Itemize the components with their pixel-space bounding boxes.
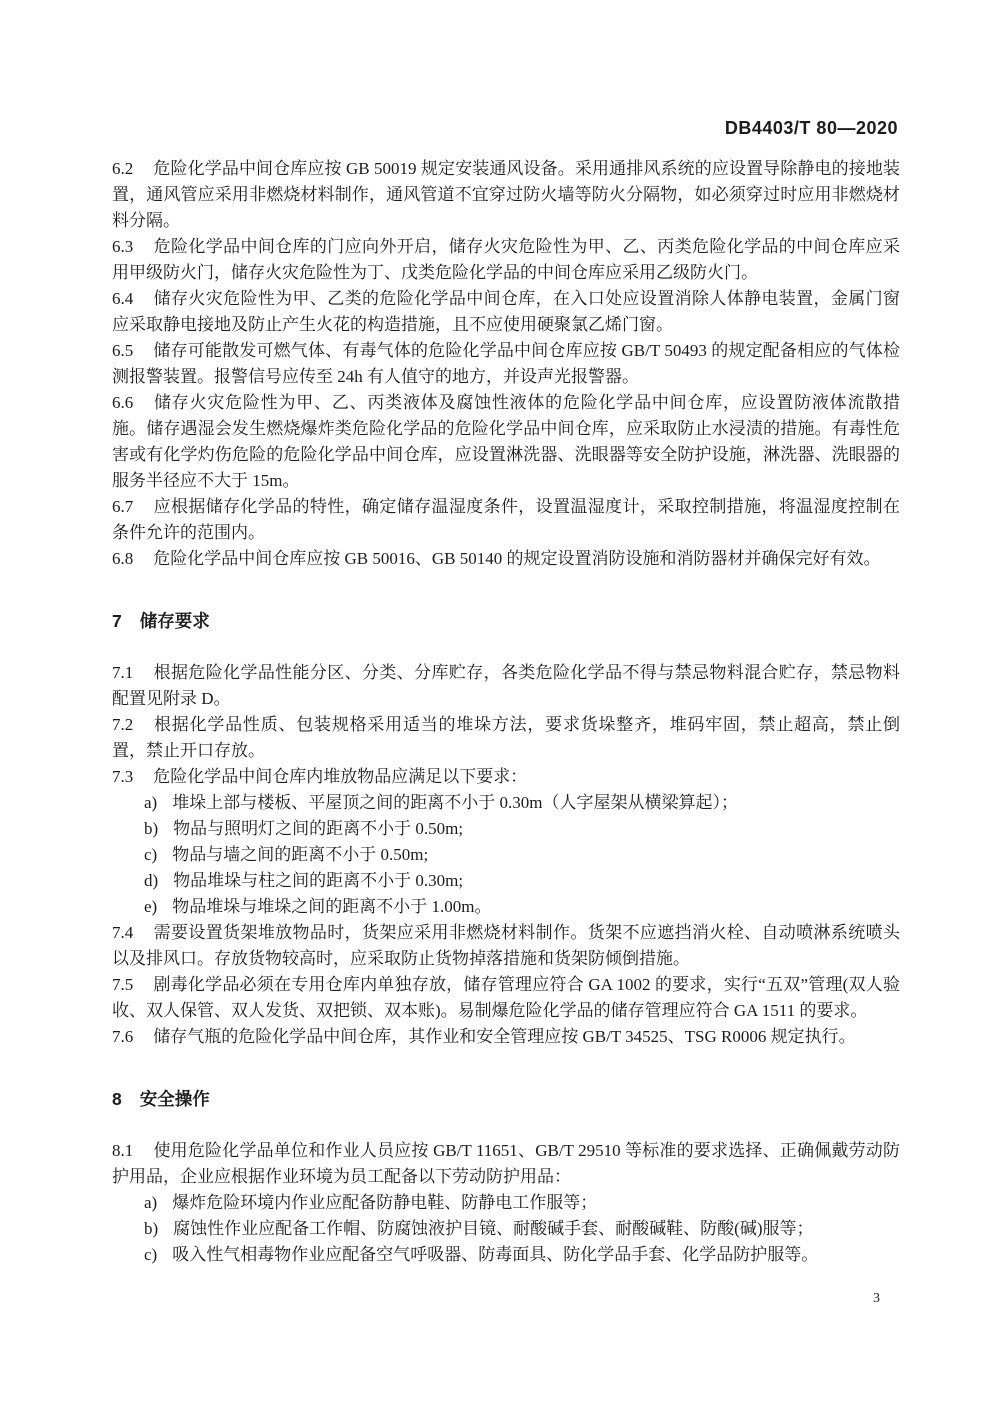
list-item-marker: d)	[144, 871, 159, 890]
clause-text: 储存火灾危险性为甲、乙类的危险化学品中间仓库，在入口处应设置消除人体静电装置，金属门窗应采取静电接地及防止产生火花的构造措施，且不应使用硬聚氯乙烯门窗。	[112, 289, 900, 334]
clause-number: 6.7	[112, 497, 134, 516]
clause-8-1	[112, 1138, 900, 1190]
clause-7-4	[112, 920, 900, 972]
clause-6-2	[112, 156, 900, 234]
list-item-text: 堆垛上部与楼板、平屋顶之间的距离不小于 0.30m（人字屋架从横梁算起）；	[172, 793, 738, 812]
clause-7-3	[112, 764, 900, 790]
list-item-marker: e)	[144, 897, 158, 916]
clause-6-3	[112, 234, 900, 286]
clause-number: 6.3	[112, 237, 134, 256]
clause-text: 需要设置货架堆放物品时，货架应采用非燃烧材料制作。货架不应遮挡消火栓、自动喷淋系统喷头以及排风口。存放货物较高时，应采取防止货物掉落措施和货架防倾倒措施。	[112, 923, 900, 968]
section-number: 8	[112, 1089, 122, 1109]
clause-6-5	[112, 338, 900, 390]
list-item-7-3-a	[112, 790, 900, 816]
list-item-8-1-c	[112, 1242, 900, 1268]
list-item-marker: b)	[144, 1219, 159, 1238]
clause-6-7	[112, 494, 900, 546]
clause-text: 根据化学品性质、包装规格采用适当的堆垛方法，要求货垛整齐，堆码牢固，禁止超高，禁止倒置，禁止开口存放。	[112, 715, 900, 760]
clause-number: 7.4	[112, 923, 134, 942]
list-item-8-1-a	[112, 1190, 900, 1216]
section-number: 7	[112, 611, 122, 631]
clause-text: 根据危险化学品性能分区、分类、分库贮存，各类危险化学品不得与禁忌物料混合贮存，禁忌物料配置见附录 D。	[112, 663, 900, 708]
list-item-marker: c)	[144, 1245, 158, 1264]
clause-number: 6.6	[112, 393, 134, 412]
clause-number: 6.5	[112, 341, 134, 360]
clause-text: 危险化学品中间仓库内堆放物品应满足以下要求：	[153, 767, 528, 786]
list-item-marker: a)	[144, 1193, 158, 1212]
clause-number: 7.2	[112, 715, 134, 734]
clause-number: 6.8	[112, 549, 134, 568]
clause-text: 应根据储存化学品的特性，确定储存温湿度条件，设置温湿度计，采取控制措施，将温湿度控制在条件允许的范围内。	[112, 497, 900, 542]
clause-text: 危险化学品中间仓库应按 GB 50019 规定安装通风设备。采用通排风系统的应设置导除静电的接地装置，通风管应采用非燃烧材料制作，通风管道不宜穿过防火墙等防火分隔物，如必须穿过时应用非燃烧材料分隔。	[112, 159, 900, 230]
list-item-text: 腐蚀性作业应配备工作帽、防腐蚀液护目镜、耐酸碱手套、耐酸碱鞋、防酸(碱)服等；	[173, 1219, 814, 1238]
list-item-text: 物品与墙之间的距离不小于 0.50m;	[172, 845, 429, 864]
clause-text: 剧毒化学品必须在专用仓库内单独存放，储存管理应符合 GA 1002 的要求，实行“五双”管理(双人验收、双人保管、双人发货、双把锁、双本账)。易制爆危险化学品的储存管理应符合 GA 1511 的要求。	[112, 975, 900, 1020]
clause-number: 7.1	[112, 663, 134, 682]
clause-number: 8.1	[112, 1141, 134, 1160]
clause-number: 6.4	[112, 289, 134, 308]
clause-number: 7.6	[112, 1027, 134, 1046]
clause-7-5	[112, 972, 900, 1024]
list-item-marker: a)	[144, 793, 158, 812]
page-number: 3	[873, 1291, 880, 1306]
clause-number: 7.5	[112, 975, 134, 994]
clause-7-6	[112, 1024, 900, 1050]
clause-6-6	[112, 390, 900, 494]
list-item-text: 爆炸危险环境内作业应配备防静电鞋、防静电工作服等；	[172, 1193, 598, 1212]
section-heading-7	[112, 608, 900, 634]
clause-number: 7.3	[112, 767, 134, 786]
list-item-7-3-b	[112, 816, 900, 842]
clause-text: 储存可能散发可燃气体、有毒气体的危险化学品中间仓库应按 GB/T 50493 的规定配备相应的气体检测报警装置。报警信号应传至 24h 有人值守的地方，并设声光报警器。	[112, 341, 900, 386]
list-item-text: 物品堆垛与柱之间的距离不小于 0.30m;	[173, 871, 464, 890]
list-item-text: 吸入性气相毒物作业应配备空气呼吸器、防毒面具、防化学品手套、化学品防护服等。	[172, 1245, 819, 1264]
section-title: 安全操作	[139, 1089, 210, 1109]
clause-text: 储存火灾危险性为甲、乙、丙类液体及腐蚀性液体的危险化学品中间仓库，应设置防液体流散措施。储存遇湿会发生燃烧爆炸类危险化学品的危险化学品中间仓库，应采取防止水浸渍的措施。有毒性危害或有化学灼伤危险的危险化学品中间仓库，应设置淋洗器、洗眼器等安全防护设施，淋洗器、洗眼器的服务半径应不大于 15m。	[112, 393, 900, 490]
list-item-marker: c)	[144, 845, 158, 864]
document-body	[112, 156, 900, 1268]
standard-number-header: DB4403/T 80—2020	[724, 118, 898, 138]
list-item-text: 物品与照明灯之间的距离不小于 0.50m;	[173, 819, 464, 838]
list-item-7-3-d	[112, 868, 900, 894]
clause-7-1	[112, 660, 900, 712]
clause-text: 危险化学品中间仓库的门应向外开启，储存火灾危险性为甲、乙、丙类危险化学品的中间仓库应采用甲级防火门，储存火灾危险性为丁、戊类危险化学品的中间仓库应采用乙级防火门。	[112, 237, 900, 282]
list-item-8-1-b	[112, 1216, 900, 1242]
list-item-marker: b)	[144, 819, 159, 838]
clause-6-4	[112, 286, 900, 338]
clause-number: 6.2	[112, 159, 134, 178]
list-item-7-3-c	[112, 842, 900, 868]
section-title: 储存要求	[139, 611, 210, 631]
clause-6-8	[112, 546, 900, 572]
section-heading-8	[112, 1086, 900, 1112]
clause-7-2	[112, 712, 900, 764]
clause-text: 危险化学品中间仓库应按 GB 50016、GB 50140 的规定设置消防设施和消防器材并确保完好有效。	[153, 549, 881, 568]
clause-text: 储存气瓶的危险化学品中间仓库，其作业和安全管理应按 GB/T 34525、TSG R0006 规定执行。	[153, 1027, 856, 1046]
list-item-text: 物品堆垛与堆垛之间的距离不小于 1.00m。	[172, 897, 492, 916]
list-item-7-3-e	[112, 894, 900, 920]
clause-text: 使用危险化学品单位和作业人员应按 GB/T 11651、GB/T 29510 等标准的要求选择、正确佩戴劳动防护用品，企业应根据作业环境为员工配备以下劳动防护用品：	[112, 1141, 900, 1186]
